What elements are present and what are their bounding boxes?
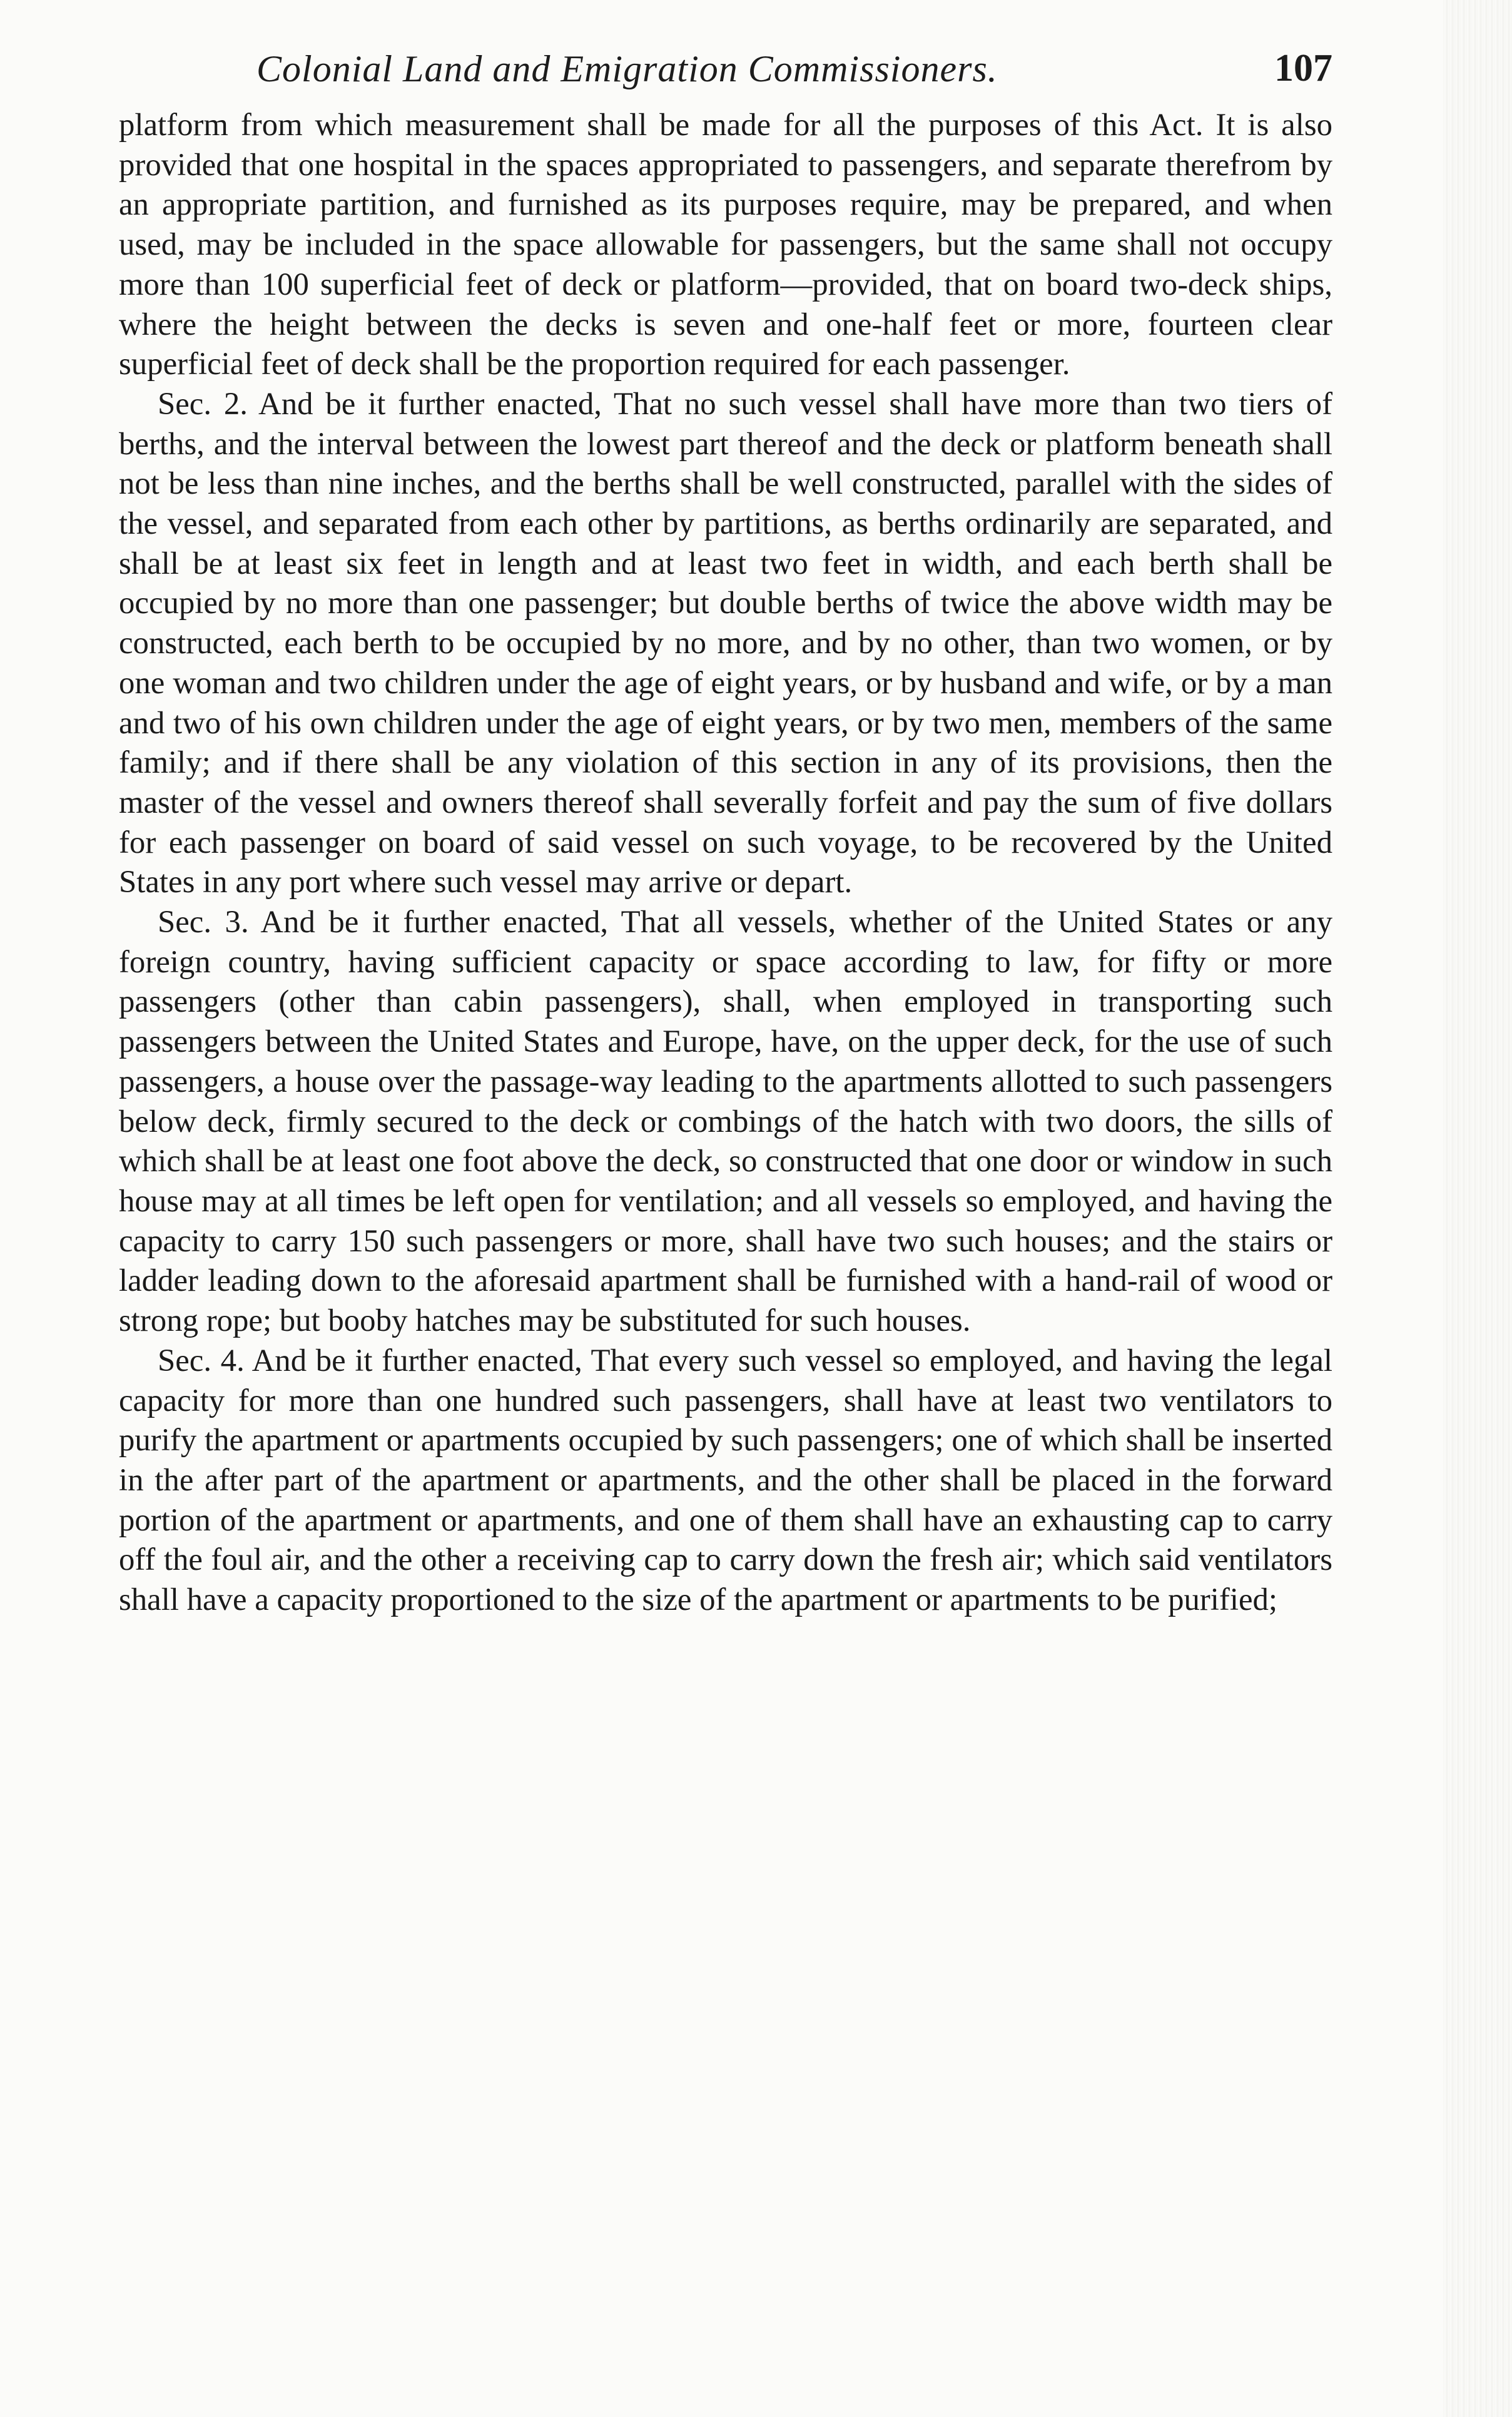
page-header (119, 36, 1332, 105)
paragraph-section-3: Sec. 3. And be it further enacted, That all vessels, whether of the United States or any foreign country, having sufficient capacity or space according to law, for fifty or more passengers (other than cabin passengers), shall, when employed in transporting such passengers between the United States and Europe, have, on the upper deck, for the use of such passengers, a house over the passage-way leading to the apartments allotted to such passengers below deck, firmly secured to the deck or combings of the hatch with two doors, the sills of which shall be at least one foot above the deck, so constructed that one door or window in such house may at all times be left open for ventilation; and all vessels so employed, and having the capacity to carry 150 such passengers or more, shall have two such houses; and the stairs or ladder leading down to the aforesaid apartment shall be furnished with a hand-rail of wood or strong rope; but booby hatches may be substituted for such houses. (119, 904, 1332, 1338)
page-number: 107 (1274, 47, 1332, 89)
page-edge-shading (1443, 0, 1512, 2417)
body-text (119, 105, 1332, 1620)
paragraph-section-4: Sec. 4. And be it further enacted, That every such vessel so employed, and having the legal capacity for more than one hundred such passengers, shall have at least two ventilators to purify the apartment or apartments occupied by such passengers; one of which shall be inserted in the after part of the apartment or apartments, and the other shall be placed in the forward portion of the apartment or apartments, and one of them shall have an exhausting cap to carry off the foul air, and the other a receiving cap to carry down the fresh air; which said ventilators shall have a capacity proportioned to the size of the apartment or apartments to be purified; (119, 1342, 1332, 1617)
running-title: Colonial Land and Emigration Commissioners. (256, 48, 998, 89)
paragraph-section-2: Sec. 2. And be it further enacted, That no such vessel shall have more than two tiers of berths, and the interval between the lowest part thereof and the deck or platform beneath shall not be less than nine inches, and the berths shall be well constructed, parallel with the sides of the vessel, and separated from each other by partitions, as berths ordinarily are separated, and shall be at least six feet in length and at least two feet in width, and each berth shall be occupied by no more than one passenger; but double berths of twice the above width may be constructed, each berth to be occupied by no more, and by no other, than two women, or by one woman and two children under the age of eight years, or by husband and wife, or by a man and two of his own children under the age of eight years, or by two men, members of the same family; and if there shall be any violation of this section in any of its provisions, then the master of the vessel and owners thereof shall severally forfeit and pay the sum of five dollars for each passenger on board of said vessel on such voyage, to be recovered by the United States in any port where such vessel may arrive or depart. (119, 385, 1332, 900)
paragraph-continuation: platform from which measurement shall be made for all the purposes of this Act. It is also provided that one hospital in the spaces appropriated to passengers, and separate therefrom by an appropriate partition, and furnished as its purposes require, may be prepared, and when used, may be included in the space allowable for passengers, but the same shall not occupy more than 100 superficial feet of deck or platform—provided, that on board two-deck ships, where the height between the decks is seven and one-half feet or more, fourteen clear superficial feet of deck shall be the proportion required for each passenger. (119, 107, 1332, 382)
